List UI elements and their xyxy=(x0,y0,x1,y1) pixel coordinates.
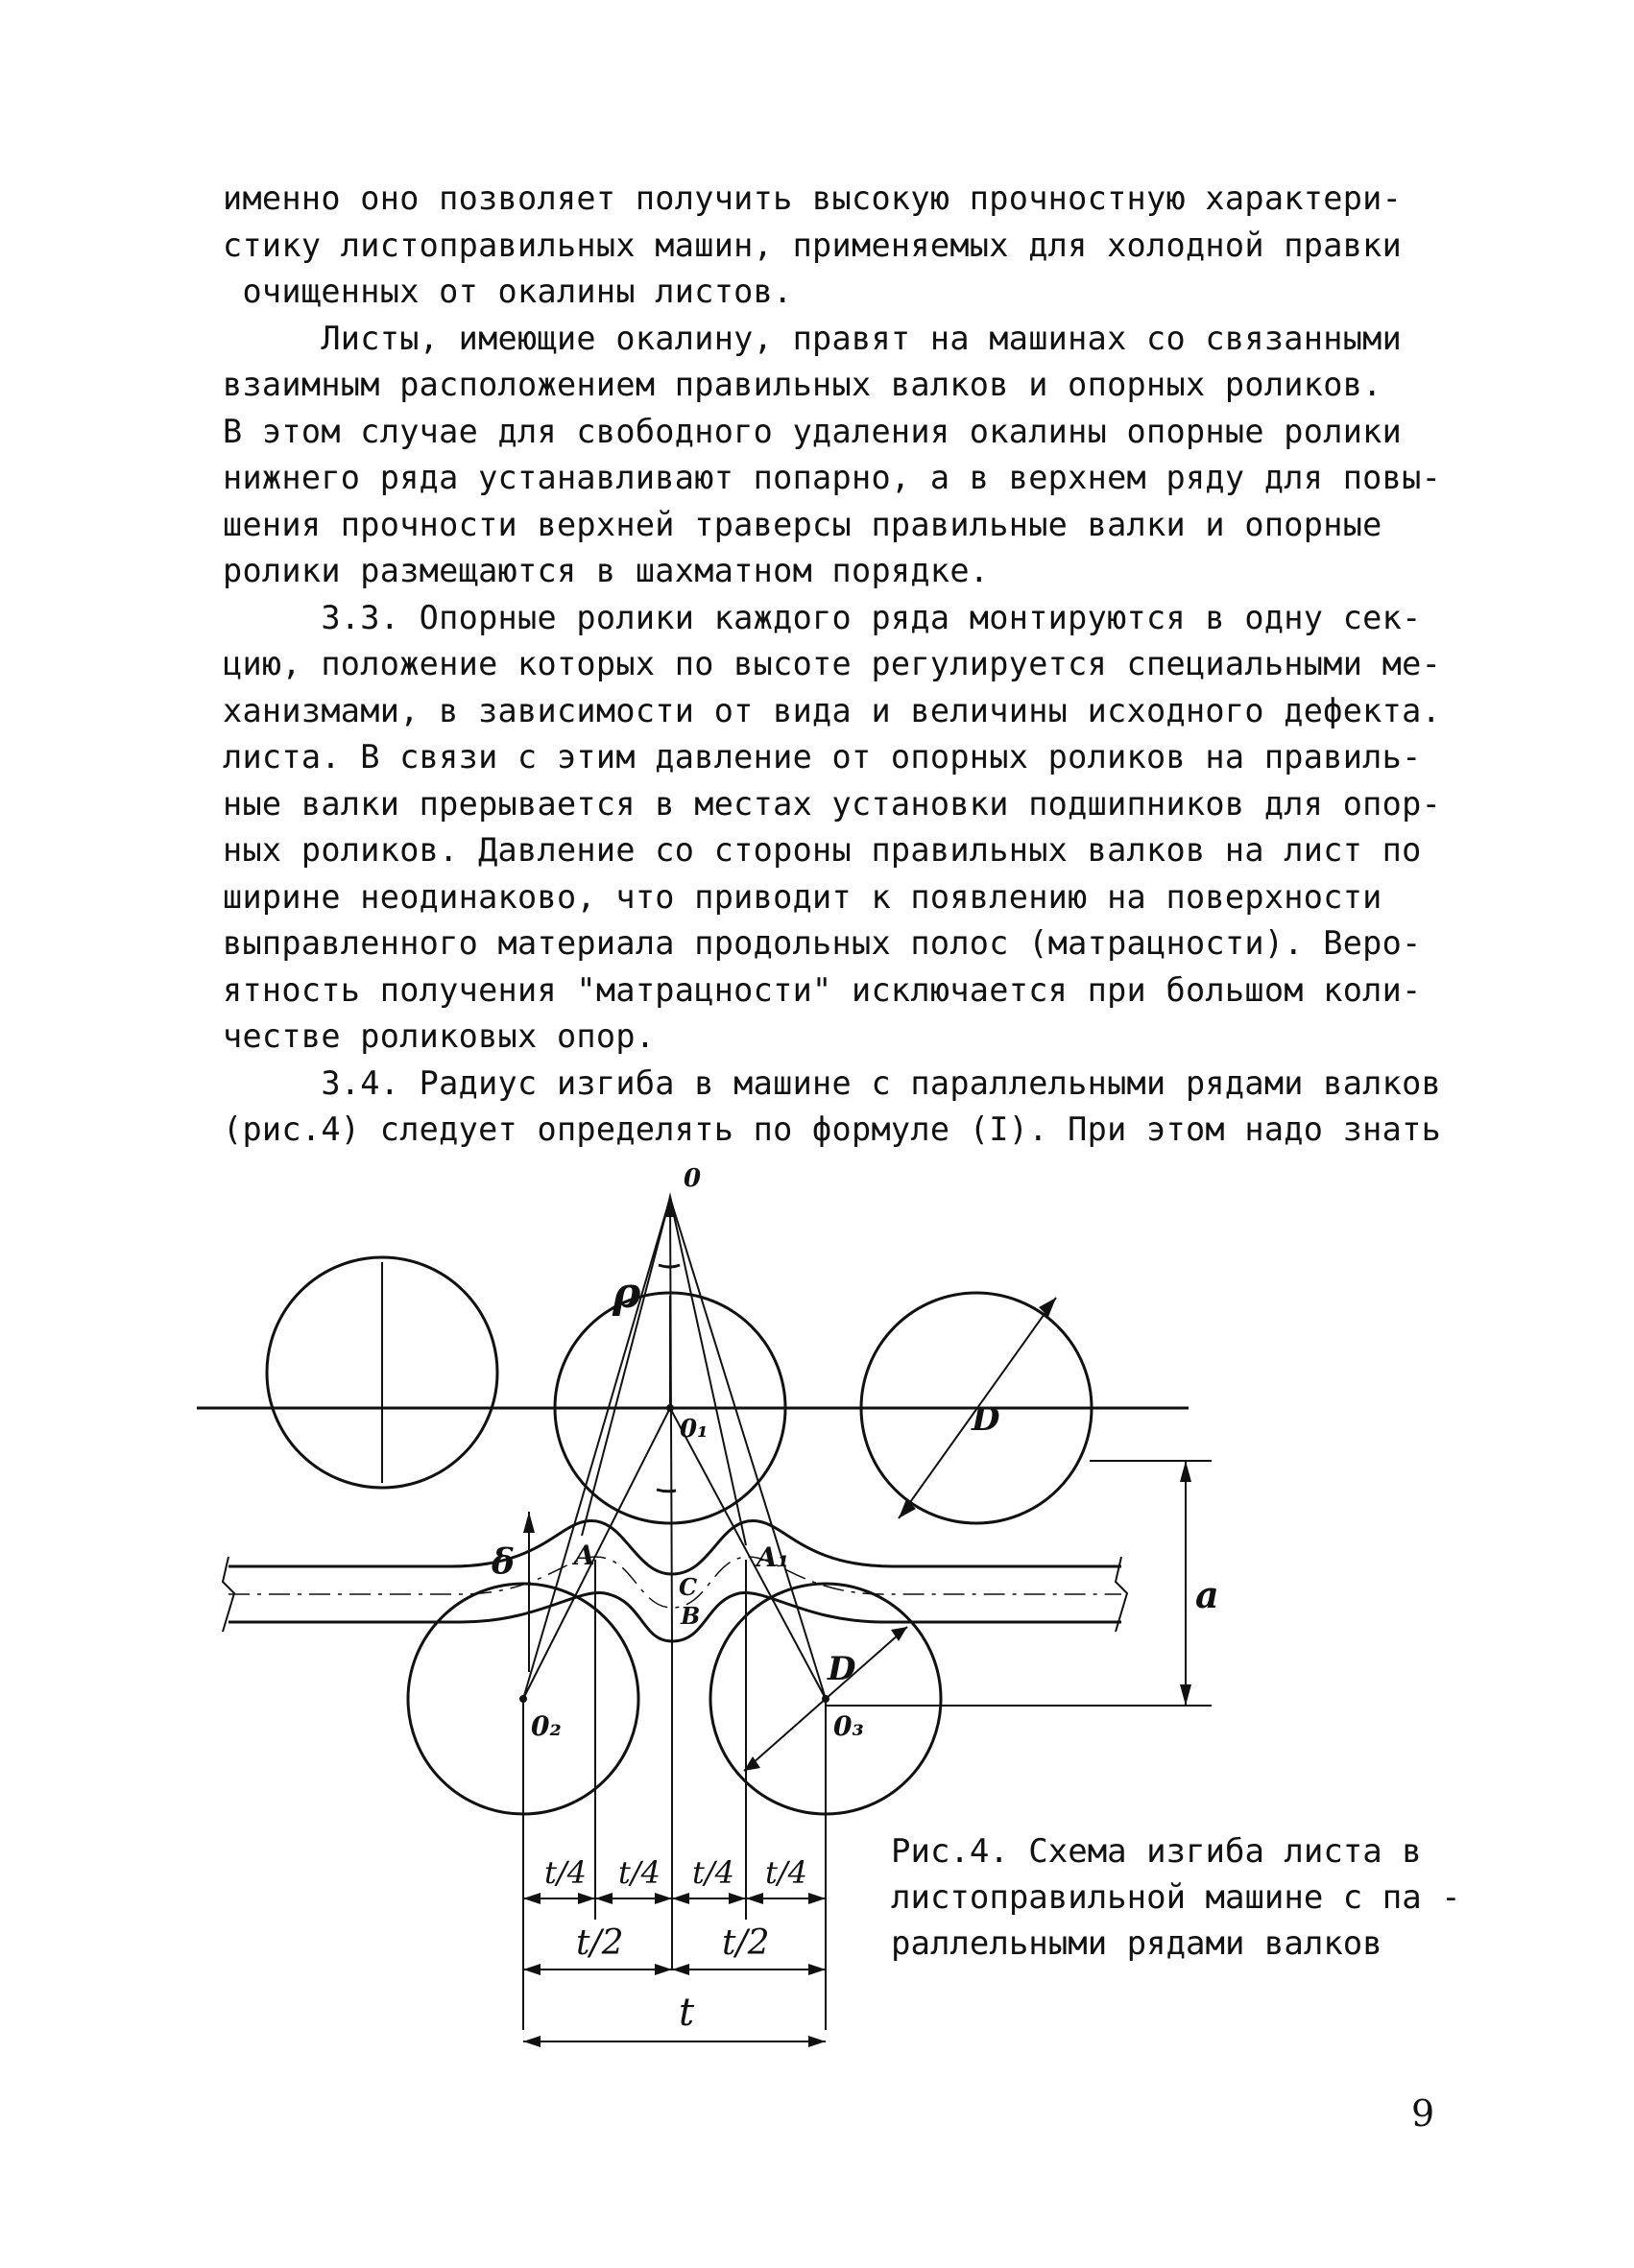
point-o3 xyxy=(822,1695,829,1703)
text-line: 3.3. Опорные ролики каждого ряда монтируются в одну сек- xyxy=(223,598,1422,636)
text-line: (рис.4) следует определять по формуле (I). При этом надо знать xyxy=(223,1110,1442,1148)
arrow-head xyxy=(808,2036,826,2047)
text-line: честве роликовых опор. xyxy=(223,1017,656,1055)
arrow-head xyxy=(672,1893,689,1904)
text-line: Листы, имеющие окалину, правят на машинах со связанными xyxy=(223,319,1403,357)
label-diameter-top: D xyxy=(972,1400,1000,1439)
dim-label-quarter: t/4 xyxy=(765,1854,807,1891)
dim-label-quarter: t/4 xyxy=(544,1854,587,1891)
page-number: 9 xyxy=(1411,2092,1435,2135)
label-distance-a: a xyxy=(1195,1573,1219,1616)
label-top-point: 0 xyxy=(684,1164,702,1193)
arrow-head xyxy=(595,1893,613,1904)
label-o2: 0₂ xyxy=(531,1710,562,1742)
ray-left-inner xyxy=(582,1198,670,1536)
text-line: выправленного материала продольных полос (матрацности). Веро- xyxy=(223,924,1422,962)
text-line: ных роликов. Давление со стороны правильных валков на лист по xyxy=(223,831,1422,869)
sheet-centre-line xyxy=(228,1557,1121,1608)
text-line: ролики размещаются в шахматном порядке. xyxy=(223,552,990,589)
text-line: взаимным расположением правильных валков и опорных роликов. xyxy=(223,366,1382,403)
arrow-head xyxy=(808,1964,826,1975)
label-o3: 0₃ xyxy=(833,1710,864,1742)
label-rho: ρ xyxy=(613,1269,641,1318)
dim-label-half: t/2 xyxy=(722,1923,770,1963)
dim-label-half: t/2 xyxy=(576,1923,624,1963)
text-line: листа. В связи с этим давление от опорных роликов на правиль- xyxy=(223,738,1422,776)
caption-line: Рис.4. Схема изгиба листа в xyxy=(891,1832,1422,1871)
ray-right-inner xyxy=(670,1198,746,1545)
label-diameter-bottom: D xyxy=(828,1650,856,1688)
figure-caption xyxy=(891,1828,1467,1967)
arrow-head xyxy=(523,2036,541,2047)
point-o2 xyxy=(519,1695,527,1703)
text-line: 3.4. Радиус изгиба в машине с параллельными рядами валков xyxy=(223,1063,1442,1102)
text-line: нижнего ряда устанавливают попарно, а в верхнем ряду для повы- xyxy=(223,459,1442,496)
text-line: ширине неодинаково, что приводит к появлению на поверхности xyxy=(223,877,1382,916)
arrow-head xyxy=(523,1512,535,1533)
arrow-head xyxy=(655,1964,672,1975)
text-line: ханизмами, в зависимости от вида и величины исходного дефекта. xyxy=(223,691,1442,729)
caption-line: листоправильной машине с па - xyxy=(891,1878,1461,1917)
text-line: именно оно позволяет получить высокую прочностную характери- xyxy=(223,179,1403,217)
dim-label-quarter: t/4 xyxy=(618,1854,661,1891)
text-line: В этом случае для свободного удаления окалины опорные ролики xyxy=(223,412,1403,450)
arrow-head xyxy=(1180,1461,1191,1482)
angle-arc-top xyxy=(659,1265,680,1267)
arrow-head xyxy=(578,1893,595,1904)
text-line: очищенных от окалины листов. xyxy=(223,273,793,310)
dim-label-quarter: t/4 xyxy=(692,1854,734,1891)
text-line: стику листоправильных машин, применяемых для холодной правки xyxy=(223,226,1403,264)
text-line: ятность получения "матрацности" исключается при большом коли- xyxy=(223,970,1422,1009)
arrow-head xyxy=(523,1893,541,1904)
label-point-a1: A₁ xyxy=(757,1541,789,1573)
arrow-head xyxy=(672,1964,689,1975)
arrow-head xyxy=(729,1893,746,1904)
text-line: шения прочности верхней траверсы правильные валки и опорные xyxy=(223,505,1382,543)
label-point-c: C xyxy=(679,1573,698,1601)
arrow-head xyxy=(664,1192,676,1217)
label-delta: δ xyxy=(492,1542,516,1583)
caption-line: раллельными рядами валков xyxy=(891,1924,1382,1963)
label-point-a: A xyxy=(574,1540,595,1571)
label-point-b: B xyxy=(681,1602,701,1630)
label-o1: 0₁ xyxy=(680,1415,709,1444)
sheet-top-edge xyxy=(228,1520,1121,1574)
arrow-head xyxy=(655,1893,672,1904)
sheet-bottom-edge xyxy=(228,1593,1121,1641)
arrow-head xyxy=(746,1893,763,1904)
ray-left-outer xyxy=(523,1198,670,1699)
arrow-head xyxy=(808,1893,826,1904)
arrow-head xyxy=(523,1964,541,1975)
arrow-head xyxy=(1180,1684,1191,1706)
angle-arc xyxy=(657,1490,676,1492)
dim-label-full: t xyxy=(679,1991,695,2035)
line-o1-o3 xyxy=(670,1408,826,1699)
point-o1 xyxy=(666,1404,674,1412)
arrow-head xyxy=(899,1499,916,1518)
text-line: ные валки прерывается в местах установки подшипников для опор- xyxy=(223,784,1442,823)
text-line: цию, положение которых по высоте регулируется специальными ме- xyxy=(223,645,1442,682)
